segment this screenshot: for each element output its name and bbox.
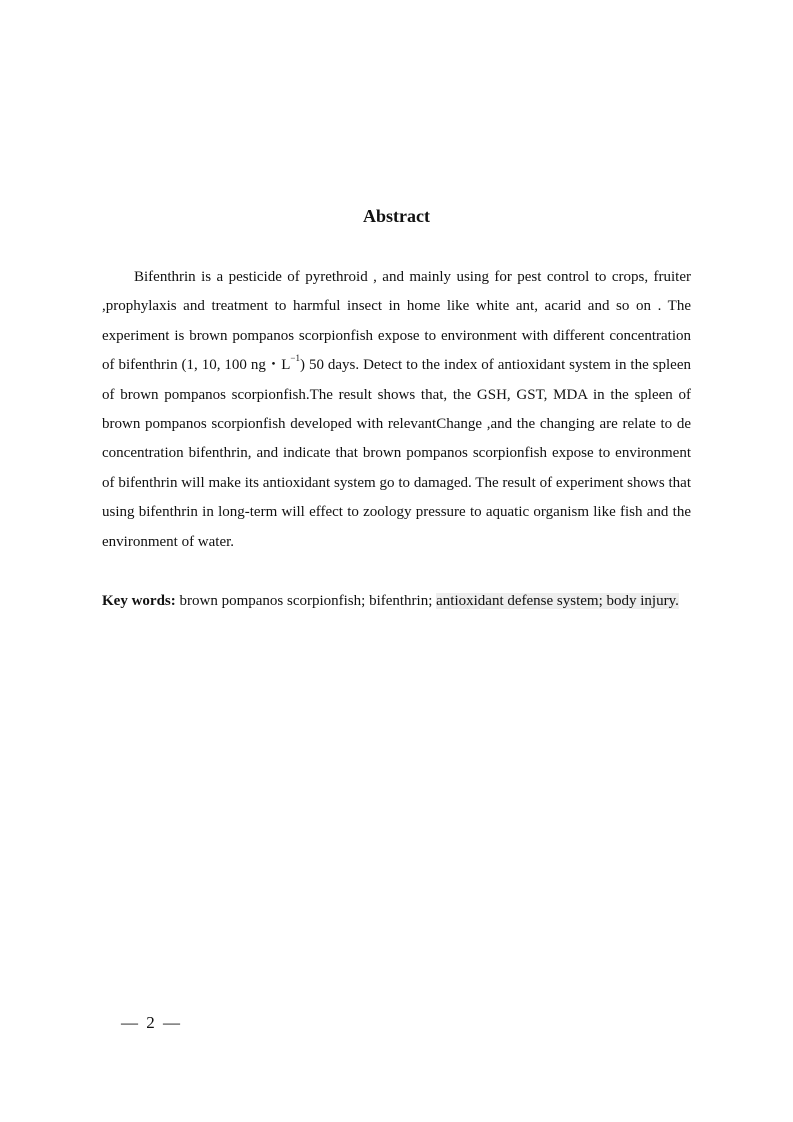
abstract-text-part-1: Bifenthrin is a pesticide of pyrethroid , and mainly using for pest control to crops, fruiter ,prophylaxis and treatment to harmful insect in home like white ant, acarid and so on . The experiment is brown pompanos scorpionfish expose to environment with different concentration of bifenthrin (1, 10, 100 ng・L	[102, 269, 691, 374]
abstract-text-part-2: ) 50 days. Detect to the index of antioxidant system in the spleen of brown pompanos scorpionfish.The result shows that, the GSH, GST, MDA in the spleen of brown pompanos scorpionfish developed with relevantChange ,and the changing are relate to de concentration bifenthrin, and indicate that brown pompanos scorpionfish expose to environment of bifenthrin will make its antioxidant system go to damaged. The result of experiment shows that using bifenthrin in long-term will effect to zoology pressure to aquatic organism like fish and the environment of water.	[102, 357, 691, 550]
keywords-highlighted: antioxidant defense system; body injury.	[436, 593, 679, 609]
keywords-paragraph	[102, 587, 691, 616]
page-number: — 2 —	[121, 1013, 182, 1032]
abstract-paragraph	[102, 263, 691, 557]
keywords-label: Key words:	[102, 593, 176, 609]
unit-superscript: −1	[290, 353, 300, 364]
keywords-plain: brown pompanos scorpionfish; bifenthrin;	[175, 593, 437, 609]
abstract-heading: Abstract	[363, 206, 430, 226]
